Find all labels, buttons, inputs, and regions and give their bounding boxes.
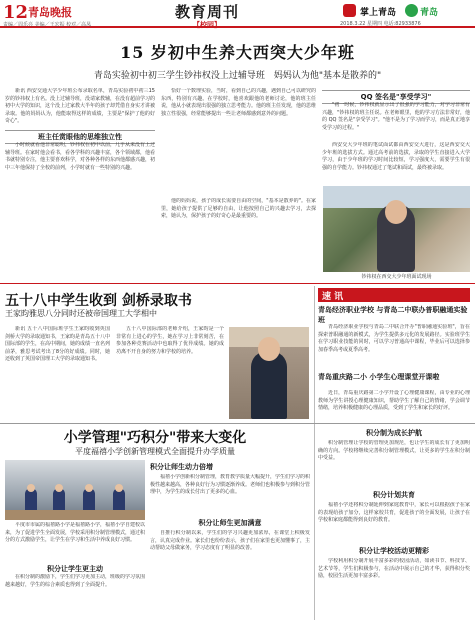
story3-sub3: 积分制为成长护航 — [366, 429, 422, 437]
column-divider — [314, 286, 315, 620]
secondary-app-name: 青岛 — [420, 8, 439, 18]
secondary-logo-icon — [405, 4, 418, 17]
story1-col1: 新讯 西安交通大学少年班公布录取名单，青岛实验初中初三15岁的钞祎权上有名。没上过辅导班，没请家教辅，在没有超前学习的初中大学的知识，这个没上过家教大半年的孩子却凭借自身实才讲被录取。他的妈妈认为，他能取得这样的成绩，主要是"保护了他的好奇心"。 — [5, 88, 155, 125]
section-divider-2 — [0, 423, 475, 424]
story2-col1: 新讯 五十八中国际班学生王家昀收到英国剑桥大学的录取通知书，王家昀是青岛五十八中国际部的学生，在高中期间，她的成绩一直名列前茅，雅思考试考出了8分的好成绩。同时，她还收到了英国帝国理工大学的录取通知书。 — [5, 326, 110, 363]
section-subtitle: 【校园】 — [193, 21, 221, 29]
story3-sub4-body: 福禧小学还将积分制延伸到家庭教育中，家长可以根据孩子在家的表现给孩子加分，这样家校共育，促进孩子的全面发展，让孩子在学校和家庭都能得到良好的教育。 — [318, 502, 470, 524]
editor-info: 责编／周乐亮 美编／王宏振 校对／高凤 — [3, 22, 92, 28]
story1-col2b: 他的妈妈说，孩子的成长需要自由的空间，"基本是散养的"。在家里，她给孩子提供了足够的自由，让他按照自己的兴趣去学习，去探索，她认为，保护孩子的好奇心是最重要的。 — [161, 198, 316, 220]
story1-col2: 恰好一个数理实验，当时，看到自己的兴趣，遇到自己可以研究的东西，特别有兴趣。在学校时，他喜欢跟他的老师讨论，他的班主任说，他从小就表现出很强的独立思考能力。他的班主任发现，他的思维独立性很强，经常能够提出一些让老师都感到意外的问题。 — [161, 88, 316, 117]
story3-subhead: 平度福禧小学创新管理模式全面提升办学质量 — [75, 447, 235, 456]
story3-sub6-body: 在积分制的激励下，学生们学习更加主动，班级的学习氛围越来越好，学生的综合素质也得到了全面提升。 — [5, 574, 145, 588]
notice-label: 速 讯 — [322, 292, 344, 302]
story3-sub6: 积分让学生更主动 — [47, 565, 103, 573]
story3-sub2-body: 自推行积分制以来，学生们的学习兴趣更加浓厚，在课堂上积极发言，认真完成作业。家长们也纷纷表示，孩子们在家里也更加懂事了，主动帮助父母做家务，学习态度有了明显的改善。 — [150, 530, 310, 552]
story1-photo — [323, 186, 470, 272]
story3-sub5-body: 学校利用积分制开展丰富多彩的校园活动，如读书节、科技节、艺术节等，学生们积极参与，在活动中展示自己的才华，获得积分奖励，校园生活更加丰富多彩。 — [318, 558, 470, 580]
story1-photo-caption: 钞祎权在西交大少年班面试现场 — [361, 274, 432, 280]
date-line: 2018.3.22 星期四 电话:82933876 — [340, 21, 421, 27]
story3-sub2: 积分让师生更加满意 — [198, 519, 262, 527]
notice-item2-body: 近日，青岛重庆路第二小学开设了心理健康课程，由专业的心理教师为学生讲授心理健康知识，帮助学生了解自己的情绪，学会调节情绪，培养积极健康的心理品质，受到了学生和家长的好评。 — [318, 390, 470, 412]
story2-photo — [229, 327, 309, 419]
notice-item1-head: 青岛经济职业学校 与青岛二中联办普职融通实验班 — [318, 306, 468, 324]
story1-col3: "初一时候，钞祎权就显示出了很强的学习能力，对学习非常有兴趣，"钞祎权的班主任说。在老师眼里，他的学习方法非常好，他的 QQ 签名是"享受学习"。"他不是为了学习而学习，而是真正地享受学习的过程。" — [322, 102, 470, 131]
notice-item1-body: 青岛经济职业学校与青岛二中联合开办"普职融通实验班"，旨在探索普职融通的新模式，为学生提供多元化的发展路径。实验班学生在学习职业技能的同时，可以学习普通高中课程，毕业后可以选择参加春季高考或夏季高考。 — [318, 324, 470, 353]
story1-col1b: 小时候就看他非常聪明，钞祎权在初中以前，几乎从来没有上过辅导班。在家时他会看书，看各学科的兴趣丰富，各个领域都，他看书就特别专注，他主要喜欢科学，对各种各样的东西他都感兴趣，初中三年他保持了全校的前列，小学时就有一些特别的兴趣。 — [5, 142, 155, 171]
story3-intro: 平度市市属的福禧路小学是福禧路小学，福禧小学自建校以来，为了促进学生全面发展，学校采用积分制管理模式，通过积分的方式激励学生，让学生在学习和生活中养成良好习惯。 — [5, 522, 145, 544]
story1-headline: 15 岁初中生养大西突大少年班 — [120, 43, 355, 62]
story3-sub3-body: 积分制管理让学校的管理更加规范，也让学生的成长有了更加明确的方向。学校将继续完善积分制管理模式，让更多的学生在积分制中受益。 — [318, 440, 470, 462]
page-number: 12 — [3, 2, 29, 23]
story2-subhead: 王家昀雅思八分同时还被帝国理工大学相中 — [5, 309, 157, 318]
story3-sub1: 积分让师生动力倍增 — [150, 463, 213, 471]
story3-headline: 小学管理"巧积分"带来大变化 — [63, 430, 247, 446]
story3-sub4: 积分计划共育 — [373, 491, 415, 499]
app-name: 掌上青岛 — [360, 8, 397, 18]
story1-col3b: 西安交大少年班的笔试面试都由西安交大进行，这是西安交大少年班的选拔方式。通过高考前的选拔，录取的学生直接进入大学学习，由于少年班的学习时间比较短，学习强度大，需要学生有很强的自学能力。钞祎权通过了笔试和面试，最终被录取。 — [322, 142, 470, 171]
story3-sub1-body: 福禧小学创新积分制管理，教育教学质量大幅提升，学生们学习的积极性越来越高，各种良好行为习惯逐渐养成。老师们也积极参与到积分管理中，为学生的成长付出了更多的心血。 — [150, 474, 310, 496]
masthead — [0, 0, 475, 28]
story3-photo — [5, 460, 145, 520]
section-divider — [0, 283, 475, 284]
section-title: 教育周刊 — [175, 3, 240, 21]
story1-box-head2: QQ 签名是"享受学习" — [322, 90, 470, 104]
app-logo-icon — [343, 4, 356, 17]
paper-logo: 青岛晚报 — [28, 6, 72, 19]
story1-box-head1: 班主任赏眼他的思维独立性 — [5, 130, 155, 144]
story3-sub5: 积分让学校活动更精彩 — [359, 547, 429, 555]
story2-col2: 五十八中国际部的老师介绍，王家昀是一个非常有上进心的学生，她在学习上非常刻苦，在参加各种竞赛活动中也取得了优异成绩。她的成功离不开自身的努力和学校的培养。 — [116, 326, 224, 355]
notice-item2-head: 青岛重庆路二小 小学生心理课堂开课啦 — [318, 373, 440, 381]
story1-subhead: 青岛实验初中初三学生钞祎权没上过辅导班 妈妈认为他"基本是散养的" — [93, 71, 382, 81]
story2-headline: 五十八中学生收到 剑桥录取书 — [5, 293, 192, 309]
